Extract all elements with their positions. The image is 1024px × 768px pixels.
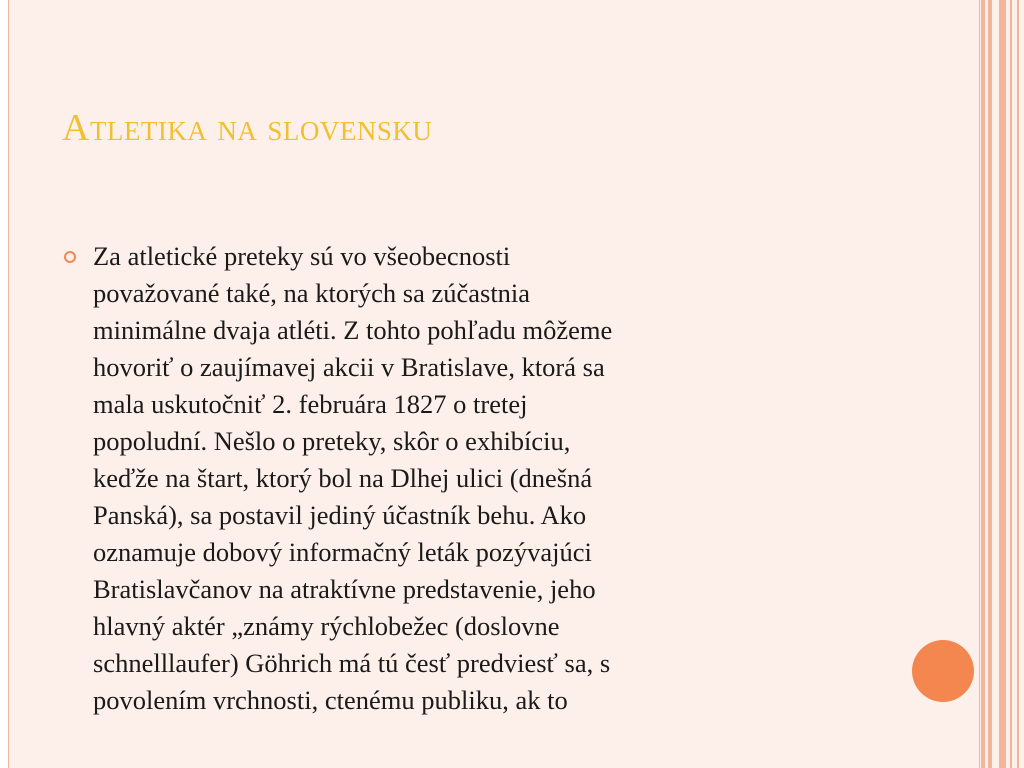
body-line: schnelllaufer) Göhrich má tú česť predviesť sa, s xyxy=(93,648,611,678)
body-line: povolením vrchnosti, ctenému publiku, ak to xyxy=(93,685,568,715)
slide-content xyxy=(62,238,882,719)
stripe-4 xyxy=(1010,0,1012,768)
body-line: považované také, na ktorých sa zúčastnia xyxy=(93,278,531,308)
body-line: mala uskutočniť 2. februára 1827 o tretej xyxy=(93,389,528,419)
bullet-item xyxy=(62,238,882,719)
body-line: Za atletické preteky sú vo všeobecnosti xyxy=(93,241,511,271)
body-line: keďže na štart, ktorý bol na Dlhej ulici (dnešná xyxy=(93,463,593,493)
stripe-1 xyxy=(981,0,985,768)
body-line: Panská), sa postavil jediný účastník behu. Ako xyxy=(93,500,587,530)
body-line: popoludní. Nešlo o preteky, skôr o exhibíciu, xyxy=(93,426,571,456)
stripe-5 xyxy=(1017,0,1019,768)
stripe-3 xyxy=(999,0,1006,768)
ring-bullet-icon xyxy=(64,251,76,263)
body-line: oznamuje dobový informačný leták pozývajúci xyxy=(93,537,592,567)
orange-circle-icon xyxy=(912,640,974,702)
decorative-stripes xyxy=(980,0,1024,768)
body-line: Bratislavčanov na atraktívne predstavenie, jeho xyxy=(93,574,596,604)
slide-title: Atletika na slovensku xyxy=(62,107,433,149)
body-line: hlavný aktér „známy rýchlobežec (doslovne xyxy=(93,611,560,641)
stripe-2 xyxy=(988,0,992,768)
body-line: minimálne dvaja atléti. Z tohto pohľadu môžeme xyxy=(93,315,613,345)
body-line: hovoriť o zaujímavej akcii v Bratislave, ktorá sa xyxy=(93,352,605,382)
